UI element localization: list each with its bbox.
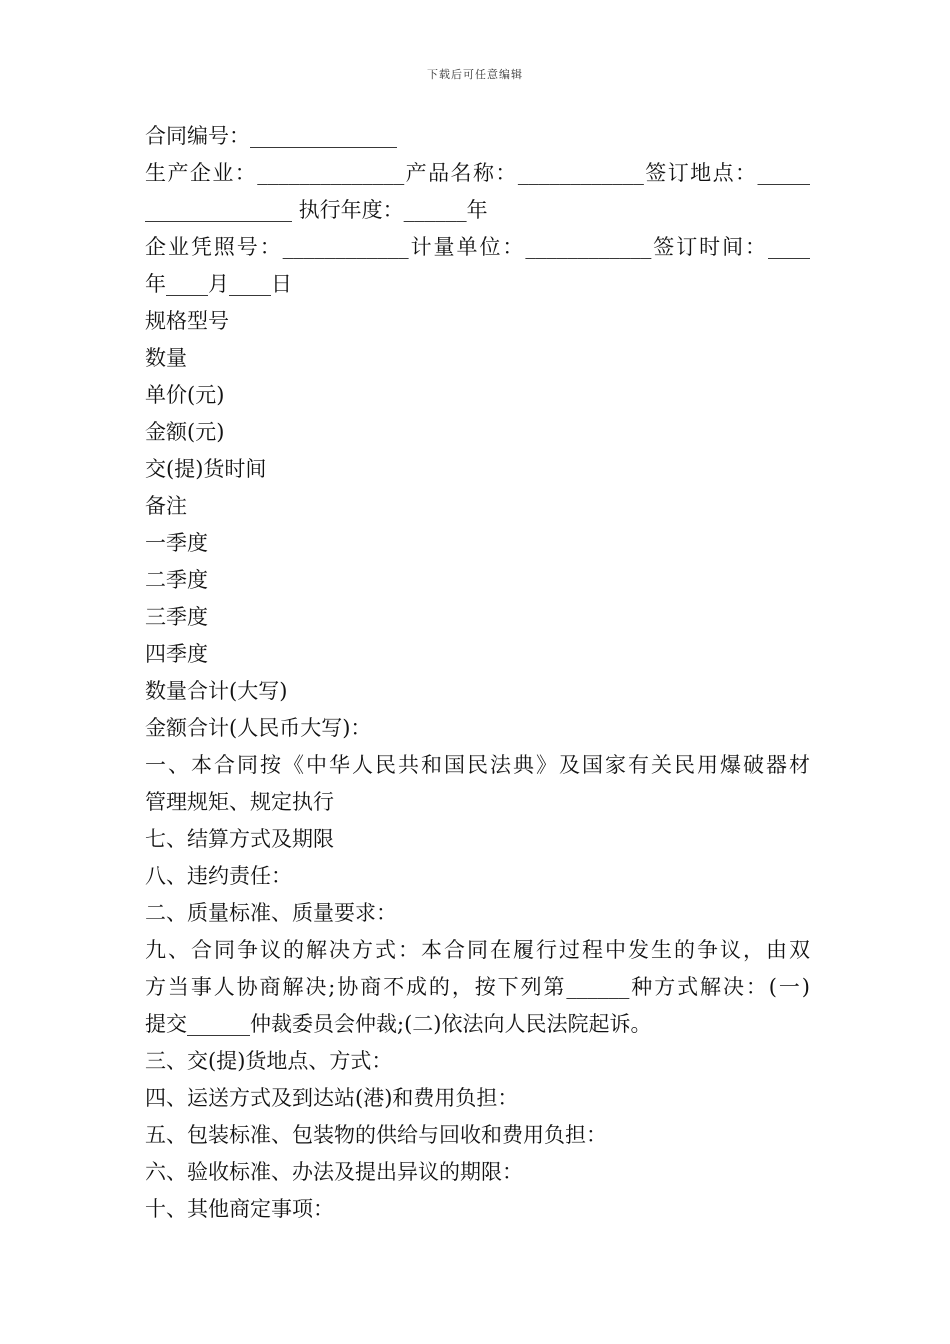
header-note: 下载后可任意编辑 bbox=[427, 68, 523, 81]
signing-date-line: 年____月____日 bbox=[145, 272, 292, 296]
clause-1-line-2: 管理规矩、规定执行 bbox=[145, 790, 334, 814]
amount-total: 金额合计(人民币大写)： bbox=[145, 716, 372, 740]
clause-7: 七、结算方式及期限 bbox=[145, 827, 334, 851]
clause-1-line-1: 一、本合同按《中华人民共和国民法典》及国家有关民用爆破器材 bbox=[145, 753, 810, 777]
field-amount: 金额(元) bbox=[145, 420, 225, 444]
producer-product-line: 生产企业：______________产品名称：____________签订地点：_____ bbox=[145, 161, 810, 185]
license-unit-line: 企业凭照号：____________计量单位：____________签订时间：____ bbox=[145, 235, 810, 259]
field-delivery-time: 交(提)货时间 bbox=[145, 457, 267, 481]
quarter-1: 一季度 bbox=[145, 531, 208, 555]
clause-3: 三、交(提)货地点、方式： bbox=[145, 1049, 393, 1073]
clause-2: 二、质量标准、质量要求： bbox=[145, 901, 397, 925]
clause-4: 四、运送方式及到达站(港)和费用负担： bbox=[145, 1086, 519, 1110]
contract-number-line: 合同编号：______________ bbox=[145, 124, 397, 148]
contract-body bbox=[145, 118, 810, 1228]
field-spec-model: 规格型号 bbox=[145, 309, 229, 333]
clause-9-line-2: 方当事人协商解决;协商不成的，按下列第______种方式解决：(一) bbox=[145, 975, 810, 999]
field-remarks: 备注 bbox=[145, 494, 187, 518]
clause-9-line-1: 九、合同争议的解决方式：本合同在履行过程中发生的争议，由双 bbox=[145, 938, 810, 962]
clause-5: 五、包装标准、包装物的供给与回收和费用负担： bbox=[145, 1123, 607, 1147]
quarter-4: 四季度 bbox=[145, 642, 208, 666]
clause-9-line-3: 提交______仲裁委员会仲裁;(二)依法向人民法院起诉。 bbox=[145, 1012, 652, 1036]
field-unit-price: 单价(元) bbox=[145, 383, 225, 407]
execution-year-line: ______________ 执行年度：______年 bbox=[145, 198, 488, 222]
quantity-total: 数量合计(大写) bbox=[145, 679, 288, 703]
quarter-2: 二季度 bbox=[145, 568, 208, 592]
clause-8: 八、违约责任： bbox=[145, 864, 292, 888]
clause-6: 六、验收标准、办法及提出异议的期限： bbox=[145, 1160, 523, 1184]
clause-10: 十、其他商定事项： bbox=[145, 1197, 334, 1221]
quarter-3: 三季度 bbox=[145, 605, 208, 629]
field-quantity: 数量 bbox=[145, 346, 187, 370]
